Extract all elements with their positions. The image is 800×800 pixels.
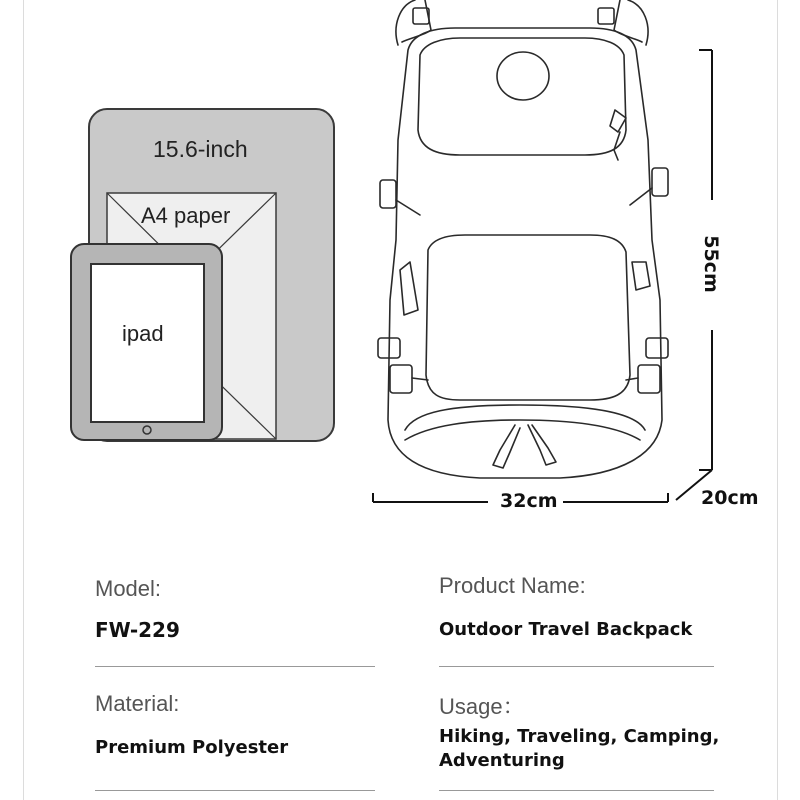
spec-divider-left-2 — [95, 790, 375, 791]
usage-value-line1: Hiking, Traveling, Camping, — [439, 726, 720, 747]
product-name-value: Outdoor Travel Backpack — [439, 619, 693, 640]
laptop-label: 15.6-inch — [153, 136, 248, 162]
usage-value-line2: Adventuring — [439, 750, 565, 771]
usage-label: Usage： — [439, 694, 525, 719]
spec-divider-right-2 — [439, 790, 714, 791]
spec-divider-left-1 — [95, 666, 375, 667]
spec-divider-right-1 — [439, 666, 714, 667]
backpack-drawing — [378, 0, 668, 478]
model-value: FW-229 — [95, 618, 180, 642]
material-value: Premium Polyester — [95, 737, 289, 758]
width-dimension-label: 32cm — [500, 490, 558, 512]
tablet-label: ipad — [122, 321, 164, 346]
paper-label: A4 paper — [141, 203, 231, 228]
product-name-label: Product Name: — [439, 573, 586, 598]
height-dimension-label: 55cm — [700, 235, 722, 293]
material-label: Material: — [95, 691, 180, 716]
model-label: Model: — [95, 576, 162, 601]
depth-dimension-label: 20cm — [701, 487, 759, 509]
dimension-lines — [373, 50, 712, 502]
